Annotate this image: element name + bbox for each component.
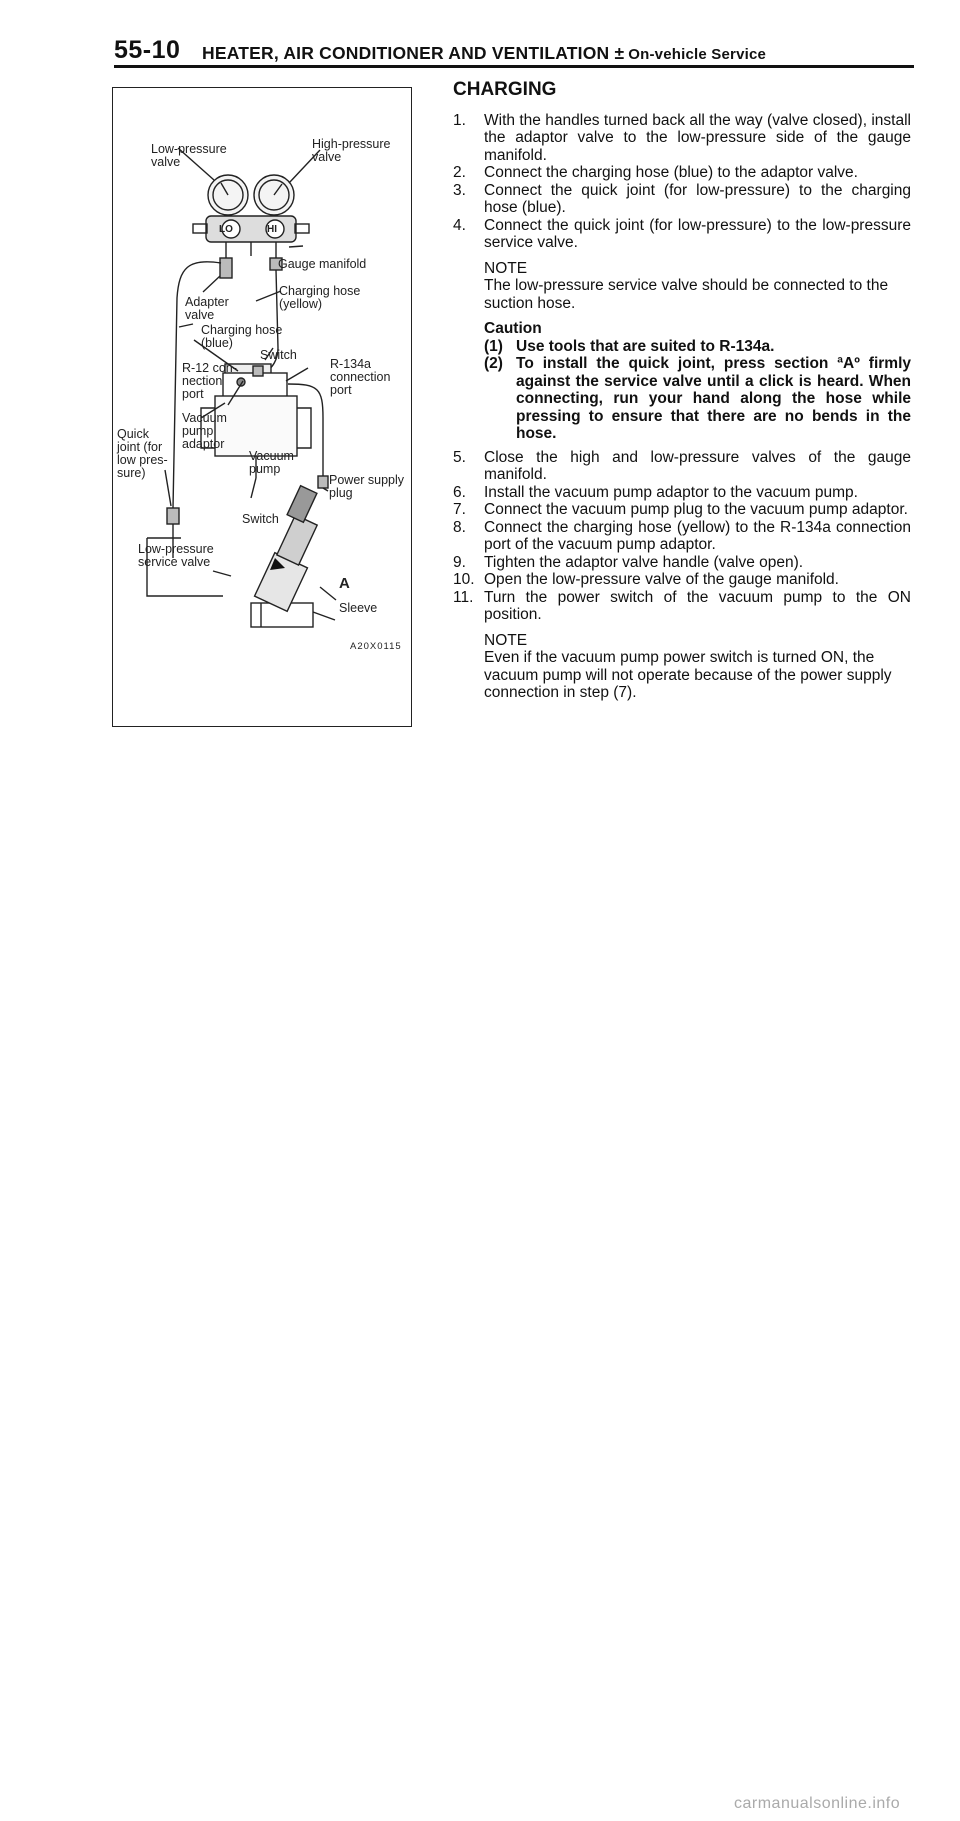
note-power-supply xyxy=(484,632,911,702)
diagram-drawing xyxy=(113,88,413,728)
step-4 xyxy=(453,217,911,252)
note-heading: NOTE xyxy=(484,631,528,649)
caution-number: (2) xyxy=(484,355,503,372)
label-section-a: A xyxy=(339,575,350,592)
label-sleeve: Sleeve xyxy=(339,601,378,615)
charging-diagram xyxy=(112,87,412,727)
step-8 xyxy=(453,519,911,554)
caution-text: Use tools that are suited to R-134a. xyxy=(516,337,775,355)
step-number: 6. xyxy=(453,483,466,501)
label-power-supply-plug: Power supply plug xyxy=(329,473,405,500)
label-quick-joint: Quick joint (for low pres- sure) xyxy=(117,427,168,480)
instructions-column xyxy=(453,81,911,710)
note-suction-hose xyxy=(484,260,911,313)
step-number: 4. xyxy=(453,216,466,234)
step-3 xyxy=(453,182,911,217)
vacuum-pump xyxy=(215,396,297,456)
header-rule xyxy=(114,65,914,68)
figure-code: A20X0115 xyxy=(350,641,402,652)
step-number: 10. xyxy=(453,571,475,588)
page-subtitle: On-vehicle Service xyxy=(628,46,767,63)
step-10 xyxy=(453,571,911,589)
label-hi: HI xyxy=(267,224,277,235)
step-text: With the handles turned back all the way (valve closed), install the adaptor valve to the low-pressure side of the gauge manifold. xyxy=(484,111,911,164)
label-low-pressure-valve: Low-pressure valve xyxy=(151,142,227,169)
label-adapter-valve: Adapter valve xyxy=(185,295,229,322)
step-number: 3. xyxy=(453,181,466,199)
step-text: Tighten the adaptor valve handle (valve open). xyxy=(484,553,804,571)
label-low-pressure-service-valve: Low-pressure service valve xyxy=(138,542,214,569)
caution-block xyxy=(484,320,911,443)
step-text: Close the high and low-pressure valves of the gauge manifold. xyxy=(484,448,911,483)
step-text: Open the low-pressure valve of the gauge manifold. xyxy=(484,571,839,588)
caution-text: To install the quick joint, press section ªAº firmly against the service valve until a click is heard. When connecting, run your hand along the hose while pressing to ensure that there are no bends in the hose. xyxy=(516,355,911,442)
step-9 xyxy=(453,554,911,572)
section-title: CHARGING xyxy=(453,79,557,100)
caution-heading: Caution xyxy=(484,320,542,337)
label-switch-bottom: Switch xyxy=(242,512,279,526)
step-text: Connect the quick joint (for low-pressure) to the charging hose (blue). xyxy=(484,181,911,216)
adapter-valve xyxy=(220,258,232,278)
step-number: 5. xyxy=(453,448,466,466)
page-title xyxy=(202,43,766,64)
label-charging-hose-yellow: Charging hose (yellow) xyxy=(279,284,361,311)
caution-item-2 xyxy=(484,355,911,443)
note-text: The low-pressure service valve should be connected to the suction hose. xyxy=(484,277,889,312)
label-r134a-connection-port: R-134a connection port xyxy=(330,357,391,397)
label-switch-top: Switch xyxy=(260,348,297,362)
page-title-main: HEATER, AIR CONDITIONER AND VENTILATION ± xyxy=(202,43,625,63)
step-number: 2. xyxy=(453,164,466,181)
page-header xyxy=(114,36,914,66)
step-5 xyxy=(453,449,911,484)
step-11 xyxy=(453,589,911,624)
label-vacuum-pump-adaptor: Vacuum pump adaptor xyxy=(182,411,227,451)
page-number: 55-10 xyxy=(114,36,181,64)
label-charging-hose-blue: Charging hose (blue) xyxy=(201,323,283,350)
caution-item-1 xyxy=(484,338,911,356)
step-text: Turn the power switch of the vacuum pump to the ON position. xyxy=(484,588,911,623)
step-number: 1. xyxy=(453,111,466,129)
step-text: Connect the charging hose (yellow) to the R-134a connection port of the vacuum pump adaptor. xyxy=(484,518,911,553)
step-number: 7. xyxy=(453,501,466,518)
note-heading: NOTE xyxy=(484,259,528,277)
label-vacuum-pump: Vacuum pump xyxy=(249,449,294,476)
step-number: 11. xyxy=(453,588,474,606)
label-r12-connection-port: R-12 con- nection port xyxy=(182,361,237,401)
quick-joint xyxy=(167,508,179,524)
label-gauge-manifold: Gauge manifold xyxy=(278,257,367,271)
step-number: 8. xyxy=(453,518,466,536)
step-1 xyxy=(453,112,911,165)
label-high-pressure-valve: High-pressure valve xyxy=(312,137,391,164)
step-text: Install the vacuum pump adaptor to the vacuum pump. xyxy=(484,483,858,501)
step-number: 9. xyxy=(453,553,466,571)
step-6 xyxy=(453,484,911,502)
step-text: Connect the vacuum pump plug to the vacuum pump adaptor. xyxy=(484,501,908,518)
watermark: carmanualsonline.info xyxy=(734,1795,901,1812)
low-pressure-service-valve xyxy=(251,486,317,627)
step-7 xyxy=(453,501,911,519)
step-text: Connect the quick joint (for low-pressure) to the low-pressure service valve. xyxy=(484,216,911,251)
step-text: Connect the charging hose (blue) to the adaptor valve. xyxy=(484,164,858,181)
label-lo: LO xyxy=(219,224,233,235)
note-text: Even if the vacuum pump power switch is turned ON, the vacuum pump will not operate because of the power supply connection in step (7). xyxy=(484,649,892,701)
step-2 xyxy=(453,164,911,182)
caution-number: (1) xyxy=(484,337,503,355)
